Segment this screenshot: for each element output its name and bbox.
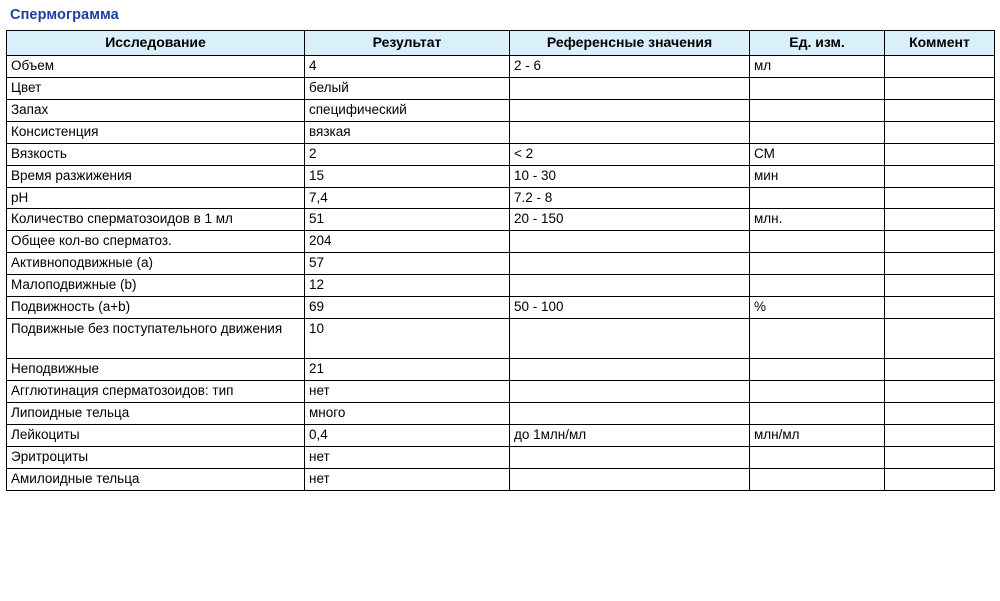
cell-comment [885,56,995,78]
table-row [7,77,995,99]
table-row [7,275,995,297]
cell-comment [885,231,995,253]
table-header [7,31,995,56]
cell-comment [885,468,995,490]
table-row [7,99,995,121]
cell-study: Цвет [7,77,305,99]
column-header-result: Результат [305,31,510,56]
cell-study: Общее кол-во сперматоз. [7,231,305,253]
cell-unit [750,275,885,297]
column-header-reference: Референсные значения [510,31,750,56]
spermogram-results-table [6,30,995,491]
cell-unit [750,380,885,402]
cell-comment [885,380,995,402]
cell-comment [885,143,995,165]
cell-unit [750,402,885,424]
table-row [7,143,995,165]
cell-result: 12 [305,275,510,297]
cell-result: 21 [305,359,510,381]
cell-result: 57 [305,253,510,275]
table-row [7,231,995,253]
column-header-unit: Ед. изм. [750,31,885,56]
cell-comment [885,402,995,424]
cell-unit [750,121,885,143]
cell-comment [885,121,995,143]
cell-comment [885,253,995,275]
cell-study: Эритроциты [7,446,305,468]
cell-result: нет [305,446,510,468]
cell-reference [510,380,750,402]
cell-comment [885,319,995,359]
cell-unit: млн. [750,209,885,231]
cell-study: Консистенция [7,121,305,143]
cell-reference [510,231,750,253]
cell-unit [750,468,885,490]
cell-study: Неподвижные [7,359,305,381]
cell-study: Количество сперматозоидов в 1 мл [7,209,305,231]
cell-reference: 50 - 100 [510,297,750,319]
cell-unit: % [750,297,885,319]
cell-study: Вязкость [7,143,305,165]
cell-result: 7,4 [305,187,510,209]
cell-result: 10 [305,319,510,359]
cell-reference [510,99,750,121]
table-row [7,468,995,490]
cell-study: Малоподвижные (b) [7,275,305,297]
cell-unit [750,187,885,209]
cell-comment [885,297,995,319]
cell-comment [885,187,995,209]
table-row [7,209,995,231]
cell-comment [885,99,995,121]
table-row [7,446,995,468]
table-row [7,56,995,78]
cell-unit [750,231,885,253]
cell-reference [510,77,750,99]
table-row [7,380,995,402]
cell-unit [750,359,885,381]
cell-study: Объем [7,56,305,78]
cell-reference: < 2 [510,143,750,165]
cell-reference [510,446,750,468]
cell-result: 4 [305,56,510,78]
cell-reference [510,275,750,297]
cell-result: нет [305,468,510,490]
cell-unit [750,253,885,275]
table-row [7,319,995,359]
cell-reference [510,121,750,143]
cell-study: Агглютинация сперматозоидов: тип [7,380,305,402]
cell-unit [750,99,885,121]
cell-unit [750,319,885,359]
cell-unit: мин [750,165,885,187]
cell-unit [750,77,885,99]
cell-result: 15 [305,165,510,187]
cell-result: много [305,402,510,424]
cell-reference [510,253,750,275]
cell-result: 69 [305,297,510,319]
cell-result: специфический [305,99,510,121]
cell-unit: мл [750,56,885,78]
table-row [7,253,995,275]
cell-result: вязкая [305,121,510,143]
table-header-row [7,31,995,56]
cell-study: Подвижность (a+b) [7,297,305,319]
cell-comment [885,424,995,446]
table-body [7,56,995,491]
cell-unit: СМ [750,143,885,165]
cell-comment [885,359,995,381]
cell-result: 2 [305,143,510,165]
cell-result: 204 [305,231,510,253]
cell-reference: 20 - 150 [510,209,750,231]
cell-unit [750,446,885,468]
table-row [7,359,995,381]
table-row [7,165,995,187]
cell-result: 0,4 [305,424,510,446]
cell-study: Подвижные без поступательного движения [7,319,305,359]
cell-comment [885,209,995,231]
cell-reference: 7.2 - 8 [510,187,750,209]
table-row [7,424,995,446]
column-header-study: Исследование [7,31,305,56]
cell-unit: млн/мл [750,424,885,446]
cell-study: Время разжижения [7,165,305,187]
cell-result: нет [305,380,510,402]
cell-reference [510,402,750,424]
cell-study: Запах [7,99,305,121]
cell-reference [510,468,750,490]
table-row [7,402,995,424]
page-title: Спермограмма [10,7,119,23]
cell-study: Лейкоциты [7,424,305,446]
cell-study: Активноподвижные (a) [7,253,305,275]
cell-result: белый [305,77,510,99]
cell-comment [885,446,995,468]
cell-comment [885,275,995,297]
cell-study: pH [7,187,305,209]
cell-reference: до 1млн/мл [510,424,750,446]
table-row [7,187,995,209]
cell-study: Амилоидные тельца [7,468,305,490]
cell-result: 51 [305,209,510,231]
table-row [7,121,995,143]
cell-reference [510,359,750,381]
cell-study: Липоидные тельца [7,402,305,424]
cell-reference [510,319,750,359]
cell-reference: 10 - 30 [510,165,750,187]
cell-comment [885,165,995,187]
cell-comment [885,77,995,99]
column-header-comment: Коммент [885,31,995,56]
table-row [7,297,995,319]
cell-reference: 2 - 6 [510,56,750,78]
